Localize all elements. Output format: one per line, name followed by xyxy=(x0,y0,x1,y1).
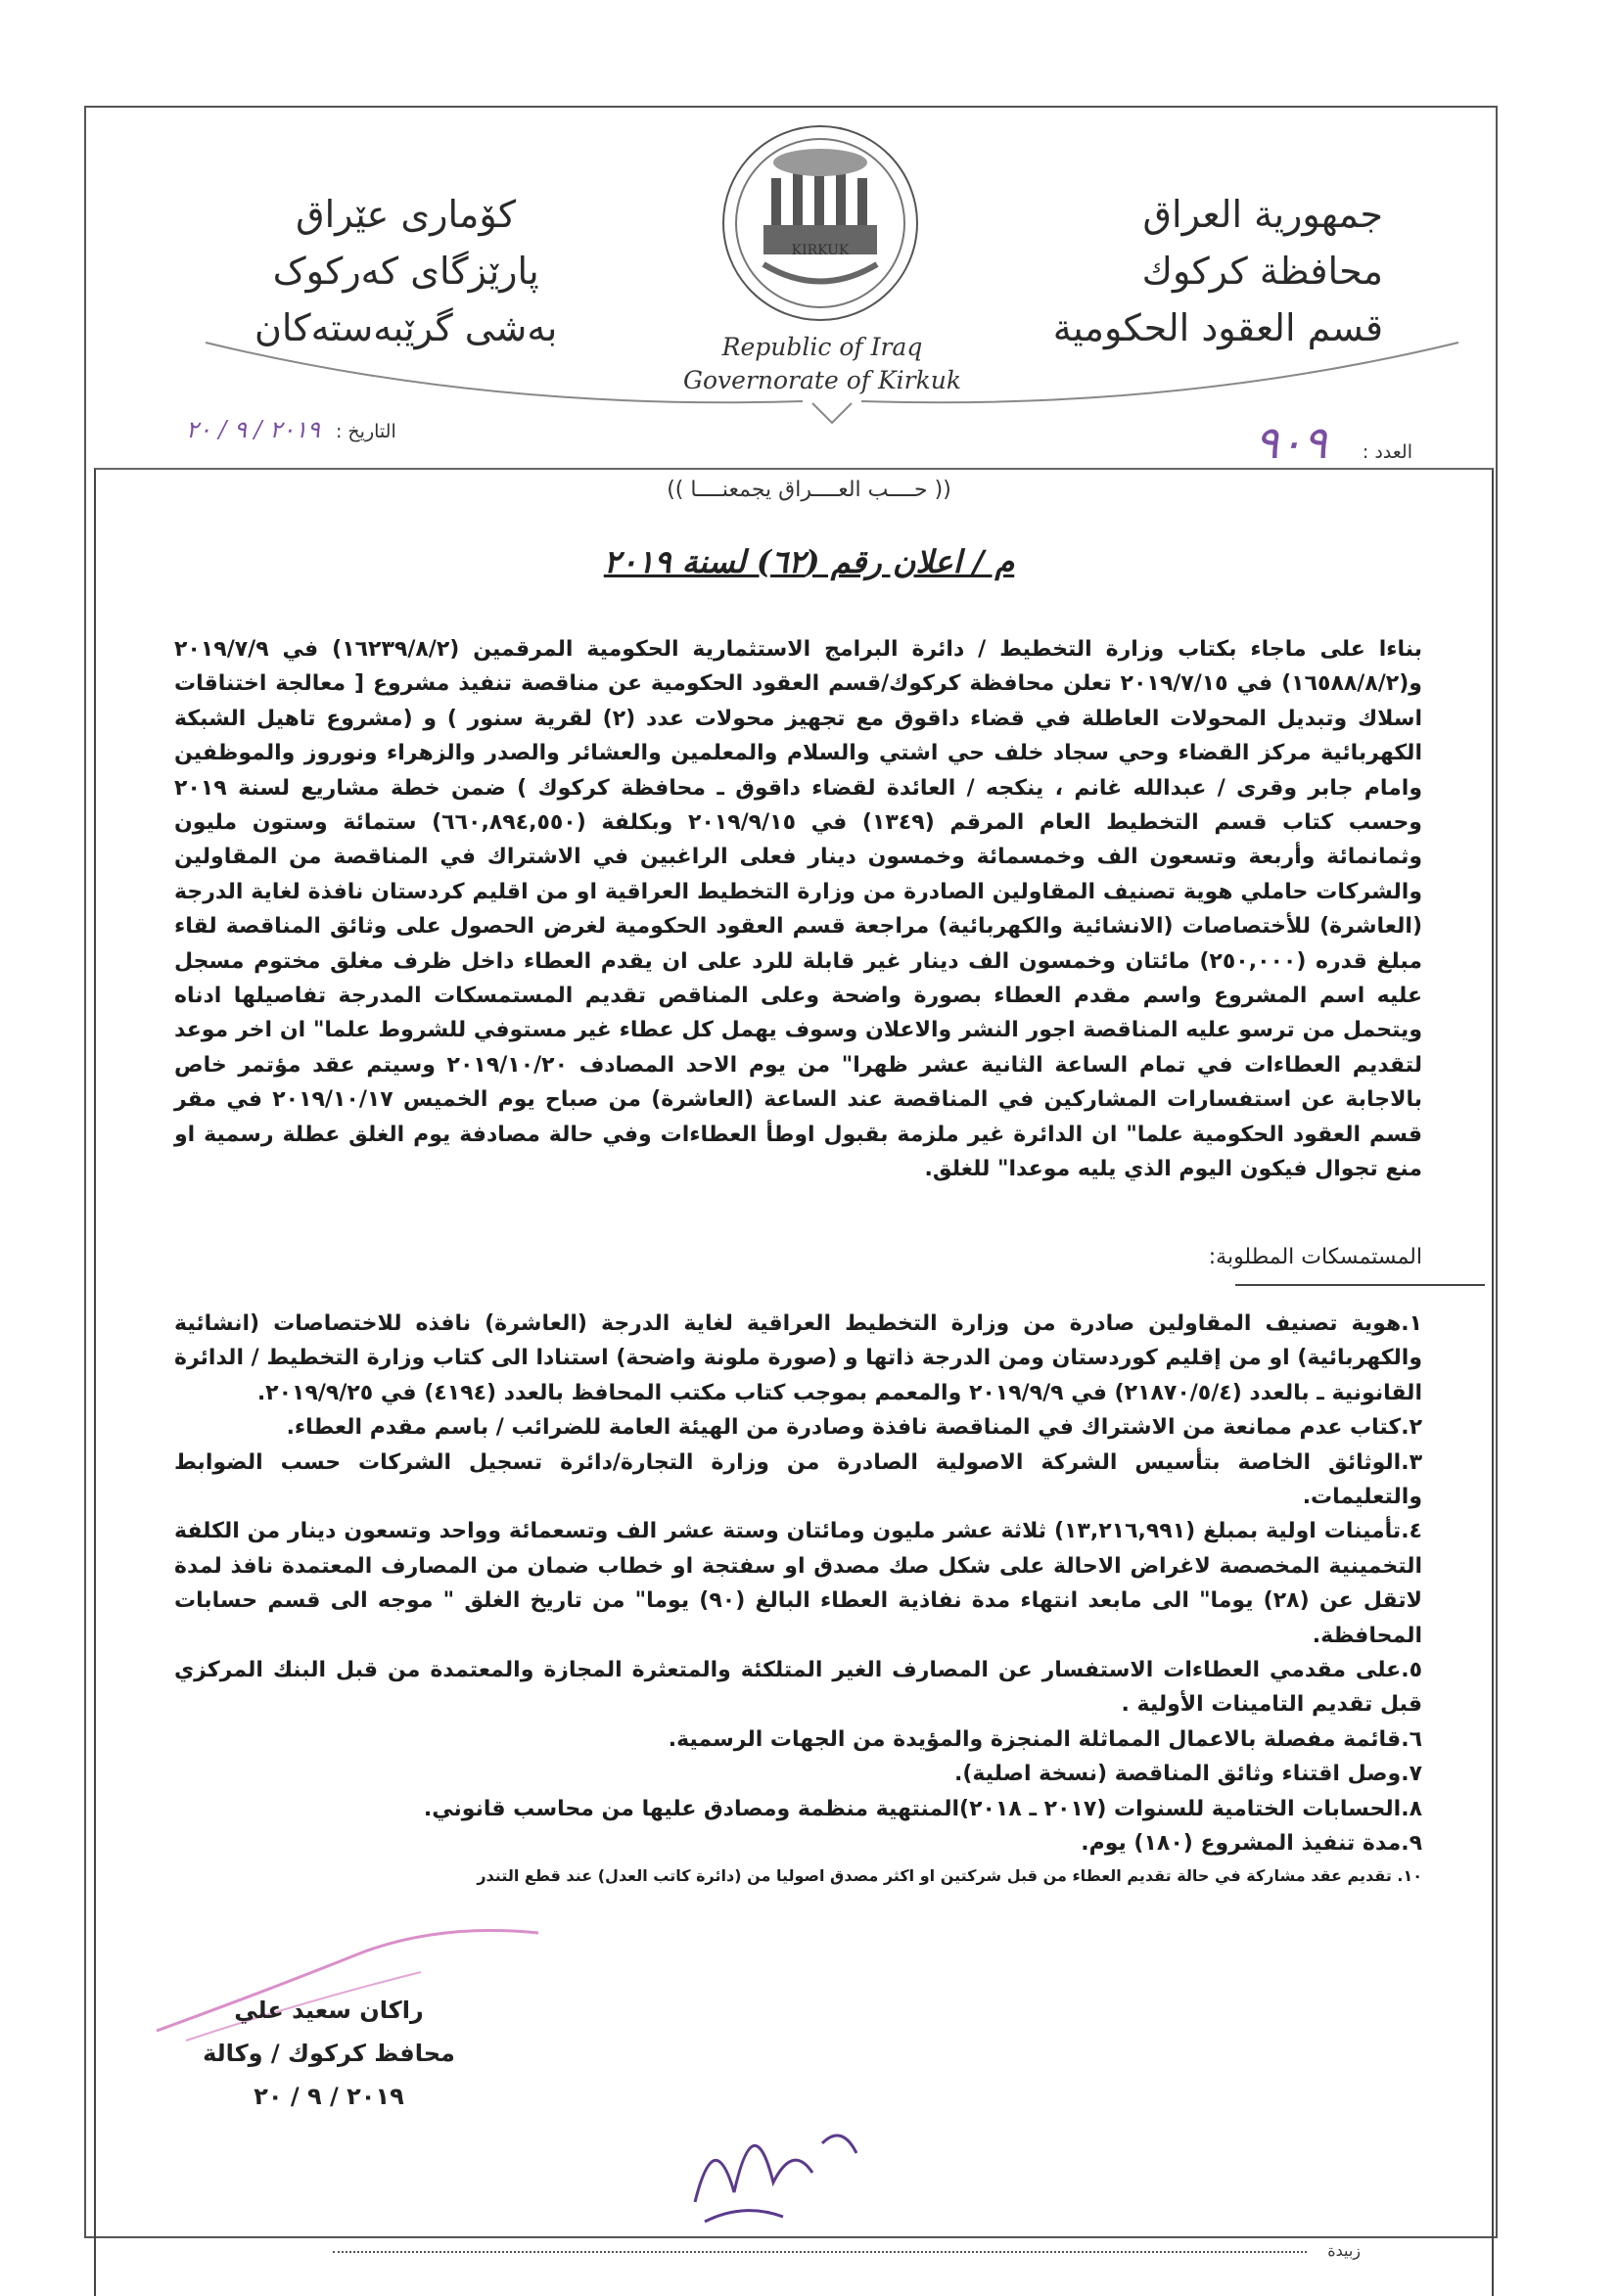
footer-dotted-line xyxy=(333,2251,1307,2253)
footer-line xyxy=(333,2241,1361,2265)
english-line-1: Republic of Iraq xyxy=(721,333,923,361)
header-arabic-line-1: جمهورية العراق xyxy=(1142,193,1383,236)
number-row xyxy=(1255,416,1412,469)
signature-block xyxy=(182,1989,476,2118)
signatory-title: محافظ كركوك / وكالة xyxy=(203,2040,455,2067)
signatory-name: راكان سعيد علي xyxy=(234,1997,424,2024)
requirement-item: ٥.على مقدمي العطاءات الاستفسار عن المصارف الغير المتلكئة والمتعثرة المجازة والمعتمدة من قبل البنك المركزي قبل تقديم التامينات الأولية . xyxy=(174,1658,1422,1718)
requirements-list xyxy=(174,1307,1422,1891)
date-label: التاريخ : xyxy=(335,421,396,442)
english-line-2: Governorate of Kirkuk xyxy=(683,366,961,394)
requirement-item: ٧.وصل اقتناء وثائق المناقصة (نسخة اصلية). xyxy=(954,1762,1422,1787)
number-label: العدد : xyxy=(1362,441,1412,463)
announcement-body: بناءا على ماجاء بكتاب وزارة التخطيط / دائرة البرامج الاستثمارية الحكومية المرقمين (١٦٢٣٩/٨/٢) في ٢٠١٩/٧/٩ و(١٦٥٨٨/٨/٢) في ٢٠١٩/٧/١٥ تعلن محافظة كركوك/قسم العقود الحكومية عن مناقصة تنفيذ مشروع [ معالجة اختناقات اسلاك وتبديل المحولات العاطلة في قضاء داقوق مع تجهيز محولات عدد (٢) لقرية سنور ) و (مشروع تاهيل الشبكة الكهربائية مركز القضاء وحي سجاد خلف حي اشتي والسلام والمعلمين والعشائر والصدر والزهراء ونوروز والموظفين وامام جابر وقرى / عبدالله غانم ، ينكجه / العائدة لقضاء داقوق ـ محافظة كركوك ) ضمن خطة مشاريع لسنة ٢٠١٩ وحسب كتاب قسم التخطيط العام المرقم (١٣٤٩) في ٢٠١٩/٩/١٥ وبكلفة (٦٦٠,٨٩٤,٥٥٠) ستمائة وستون مليون وثمانمائة وأربعة وتسعون الف وخمسمائة وخمسون دينار فعلى الراغبين في الاشتراك في المناقصة من المقاولين والشركات حاملي هوية تصنيف المقاولين الصادرة من وزارة التخطيط العراقية او من اقليم كردستان نافذة لغاية الدرجة (العاشرة) للأختصاصات (الانشائية والكهربائية) مراجعة قسم العقود الحكومية لغرض الحصول على وثائق المناقصة لقاء مبلغ قدره (٢٥٠,٠٠٠) مائتان وخمسون الف دينار غير قابلة للرد على ان يقدم العطاء داخل ظرف مغلق مختوم مسجل عليه اسم المشروع واسم مقدم العطاء بصورة واضحة وعلى المناقص تقديم المستمسكات المدرجة تفاصيلها ادناه ويتحمل من ترسو عليه المناقصة اجور النشر والاعلان وسوف يهمل كل عطاء غير مستوفي للشروط علما" ان اخر موعد لتقديم العطاءات في تمام الساعة الثانية عشر ظهرا" من يوم الاحد المصادف ٢٠١٩/١٠/٢٠ وسيتم عقد مؤتمر خاص بالاجابة عن استفسارات المشاركين في المناقصة عند الساعة (العاشرة) من صباح يوم الخميس ٢٠١٩/١٠/١٧ في مقر قسم العقود الحكومية علما" ان الدائرة غير ملزمة بقبول اوطأ العطاءات وفي حالة مصادفة يوم الغلق عطلة رسمية او منع تجوال فيكون اليوم الذي يليه موعدا" للغلق. xyxy=(174,637,1422,1182)
kirkuk-logo xyxy=(722,125,918,321)
header-arabic-line-3: قسم العقود الحكومية xyxy=(1052,306,1383,349)
requirement-item: ١٠. تقديم عقد مشاركة في حالة تقديم العطاء من قبل شركتين او اكثر مصدق اصوليا من (دائرة كاتب العدل) عند قطع التندر xyxy=(477,1865,1422,1885)
header-kurdish-line-3: بەشی گرێبەستەکان xyxy=(254,306,558,349)
motto: (( حــــب العــــراق يجمعنــــا )) xyxy=(667,478,951,502)
requirement-item: ٣.الوثائق الخاصة بتأسيس الشركة الاصولية الصادرة من وزارة التجارة/دائرة تسجيل الشركات حسب الضوابط والتعليمات. xyxy=(174,1449,1422,1510)
header-kurdish-line-2: پارێزگای کەرکوک xyxy=(272,250,539,293)
header-arabic-line-2: محافظة كركوك xyxy=(1141,250,1383,293)
number-value: ٩٠٩ xyxy=(1254,416,1327,469)
date-row xyxy=(186,416,396,443)
requirement-item: ٩.مدة تنفيذ المشروع (١٨٠) يوم. xyxy=(1081,1831,1422,1857)
logo-text: KIRKUK xyxy=(791,243,850,258)
requirement-item: ٨.الحسابات الختامية للسنوات (٢٠١٧ ـ ٢٠١٨)المنتهية منظمة ومصادق عليها من محاسب قانوني. xyxy=(423,1796,1422,1821)
announcement-title: م / اعلان رقم (٦٢) لسنة ٢٠١٩ xyxy=(603,543,1015,580)
requirement-item: ١.هوية تصنيف المقاولين صادرة من وزارة التخطيط العراقية لغاية الدرجة (العاشرة) نافذه للاختصاصات (انشائية والكهربائية) او من إقليم كوردستان ومن الدرجة ذاتها و (صورة ملونة واضحة) استنادا الى كتاب وزارة التخطيط / الدائرة القانونية ـ بالعدد (٢١٨٧٠/٥/٤) في ٢٠١٩/٩/٩ والمعمم بموجب كتاب مكتب المحافظ بالعدد (٤١٩٤) في ٢٠١٩/٩/٢٥. xyxy=(174,1311,1422,1405)
requirement-item: ٤.تأمينات اولية بمبلغ (١٣,٢١٦,٩٩١) ثلاثة عشر مليون ومائتان وستة عشر الف وتسعمائة وواحد وتسعون دينار من الكلفة التخمينية المخصصة لاغراض الاحالة على شكل صك مصدق او سفتجة او خطاب ضمان من المصارف المعتمدة نافذ لمدة لاتقل عن (٢٨) يوما" الى مابعد انتهاء مدة نفاذية العطاء البالغ (٩٠) يوما" من تاريخ الغلق " موجه الى قسم حسابات المحافظة. xyxy=(174,1519,1422,1648)
signature-date: ٢٠١٩ / ٩ / ٢٠ xyxy=(254,2083,404,2110)
kirkuk-emblem-icon xyxy=(724,127,916,319)
requirement-item: ٢.كتاب عدم ممانعة من الاشتراك في المناقصة نافذة وصادرة من الهيئة العامة للضرائب / باسم مقدم العطاء. xyxy=(286,1415,1422,1441)
date-value: ٢٠١٩ / ٩ / ٢٠ xyxy=(186,416,320,443)
requirements-title-underline xyxy=(1235,1284,1485,1286)
requirements-title: المستمسكات المطلوبة: xyxy=(1208,1245,1422,1269)
header-kurdish-line-1: كۆماری عێراق xyxy=(296,193,517,236)
footer-label: زبيدة xyxy=(1327,2241,1361,2260)
requirement-item: ٦.قائمة مفصلة بالاعمال المماثلة المنجزة والمؤيدة من الجهات الرسمية. xyxy=(668,1726,1422,1752)
handwritten-signature-icon xyxy=(675,2085,871,2231)
